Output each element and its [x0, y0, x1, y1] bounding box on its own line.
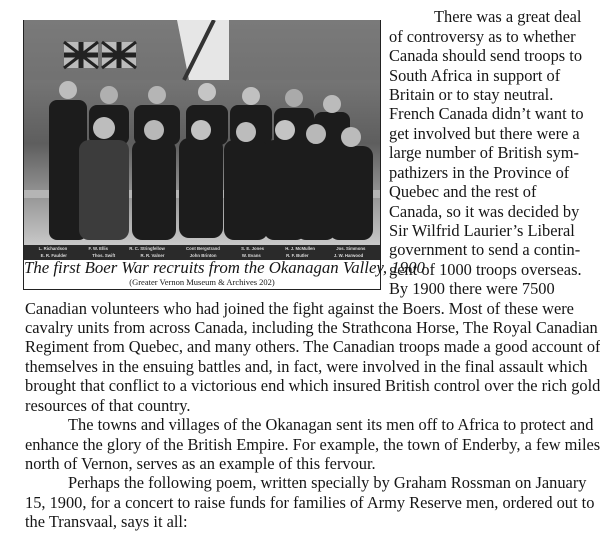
name-label: John Brinton: [189, 253, 217, 258]
text-line: of controversy as to whether: [389, 26, 576, 46]
text-line: gent of 1000 troops overseas.: [389, 259, 582, 279]
name-label: R. R. Valner: [140, 253, 165, 258]
text-line: Canadian volunteers who had joined the fight against the Boers. Most of these were: [25, 298, 574, 318]
text-line: large number of British sym-: [389, 143, 579, 163]
text-line: South Africa in support of: [389, 65, 561, 85]
text-line: Canada, so it was decided by: [389, 201, 580, 221]
text-line: The towns and villages of the Okanagan sent its men off to Africa to protect and: [68, 415, 594, 435]
photo-figure: [23, 20, 425, 290]
name-label: R. F. Butler: [286, 253, 309, 258]
text-line: Britain or to stay neutral.: [389, 84, 554, 104]
text-line: Quebec and the rest of: [389, 182, 537, 202]
name-label: Cont Bergstrand: [185, 246, 220, 251]
name-label: H. J. McMullen: [285, 246, 316, 251]
text-line: north of Vernon, serves as an example of this fervour.: [25, 453, 376, 473]
text-line: cavalry units from across Canada, including the Strathcona Horse, The Royal Canadian: [25, 318, 598, 338]
name-label: W. Evans: [241, 253, 261, 258]
text-line: government to send a contin-: [389, 240, 581, 260]
text-line: the Transvaal, says it all:: [25, 512, 188, 532]
text-line: By 1900 there were 7500: [389, 279, 555, 299]
text-line: pathizers in the Province of: [389, 162, 570, 182]
name-label: S. E. Jones: [241, 246, 265, 251]
name-label: R. C. Stringfellow: [129, 246, 165, 251]
historic-group-photo: [24, 20, 380, 245]
name-label: E. R. Faulder: [40, 253, 67, 258]
name-label: J. W. Harwood: [333, 253, 364, 258]
text-line: French Canada didn’t want to: [389, 104, 584, 124]
figure-caption: The first Boer War recruits from the Okanagan Valley, 1900: [24, 258, 425, 277]
text-line: themselves in the ensuing battles and, in fact, were involved in the final assault which: [25, 356, 588, 376]
text-line: There was a great deal: [434, 7, 582, 27]
name-label: L. Richardson: [38, 246, 68, 251]
text-line: Canada should send troops to: [389, 46, 583, 66]
text-line: get involved but there were a: [389, 123, 580, 143]
text-line: brought that conflict to a victorious end which insured British control over the rich gold: [25, 376, 600, 396]
name-label: Jos. Simmons: [336, 246, 366, 251]
text-line: Regiment from Quebec, and many others. The Canadian troops made a good account of: [25, 337, 600, 357]
text-line: Perhaps the following poem, written specially by Graham Rossman on January: [68, 473, 587, 493]
name-label: F. W. Ellis: [88, 246, 109, 251]
text-line: Sir Wilfrid Laurier’s Liberal: [389, 220, 575, 240]
text-line: resources of that country.: [25, 395, 191, 415]
figure-credit: (Greater Vernon Museum & Archives 202): [129, 277, 275, 287]
text-line: enhance the glory of the British Empire. For example, the town of Enderby, a few miles: [25, 434, 600, 454]
name-label: Thos. Swift: [92, 253, 116, 258]
text-line: 15, 1900, for a concert to raise funds for families of Army Reserve men, ordered out to: [25, 492, 595, 512]
